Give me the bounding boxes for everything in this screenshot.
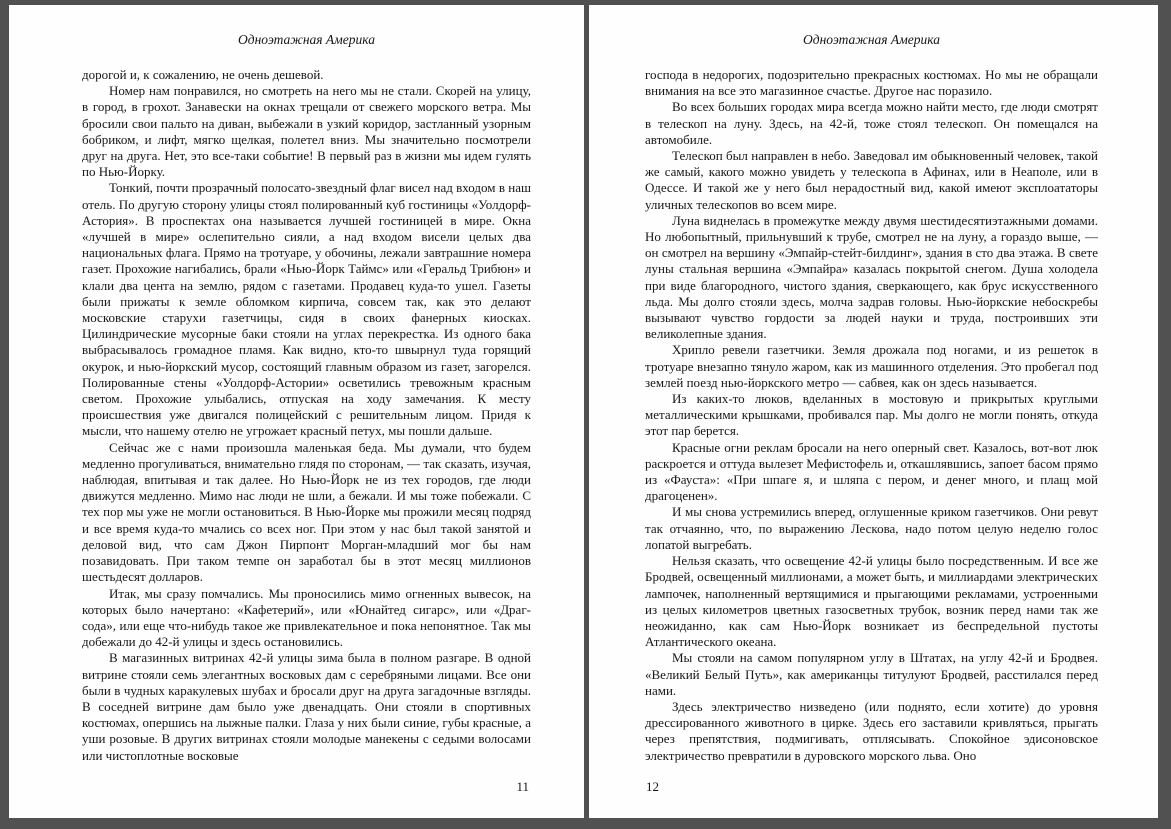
paragraph: Мы стояли на самом популярном углу в Штатах, на углу 42-й и Бродвея. «Великий Белый Путь», как американцы титулуют Бродвей, расстилался перед нами. bbox=[645, 650, 1098, 698]
paragraph: Луна виднелась в промежутке между двумя шестидесятиэтажными домами. Но любопытный, прильнувший к трубе, смотрел не на луну, а гораздо выше, — он смотрел на вершину «Эмпайр-стейт-билдинг», здания в сто два этажа. В свете луны стальная вершина «Эмпайра» казалась покрытой снегом. Душа холодела при виде благородного, чистого здания, сверкающего, как брус искусственного льда. Мы долго стояли здесь, молча задрав головы. Нью-йоркские небоскребы вызывают чувство гордости за людей науки и труда, построивших эти великолепные здания. bbox=[645, 212, 1098, 342]
paragraph: Красные огни реклам бросали на него оперный свет. Казалось, вот-вот люк раскроется и оттуда вылезет Мефистофель и, откашлявшись, запоет басом прямо из «Фауста»: «При шпаге я, и шляпа с пером, и денег много, и плащ мой драгоценен». bbox=[645, 439, 1098, 504]
running-title-right: Одноэтажная Америка bbox=[802, 32, 941, 47]
paragraph: дорогой и, к сожалению, не очень дешевой. bbox=[82, 67, 324, 82]
paragraph: Сейчас же с нами произошла маленькая беда. Мы думали, что будем медленно прогуливаться, внимательно глядя по сторонам, — так сказать, изучая, наблюдая, впитывая и так далее. Но Нью-Йорк не из тех городов, где люди движутся медленно. Мимо нас люди не шли, а бежали. И мы тоже побежали. С тех пор мы уже не могли остановиться. В Нью-Йорке мы прожили месяц подряд и все время куда-то мчались со всех ног. При этом у нас был такой занятой и деловой вид, что сам Джон Пирпонт Морган-младший мог бы нам позавидовать. При таком темпе он заработал бы в этот месяц миллионов шестьдесят долларов. bbox=[82, 439, 531, 585]
paragraph: Номер нам понравился, но смотреть на него мы не стали. Скорей на улицу, в город, в грохот. Занавески на окнах трещали от свежего морского ветра. Мы бросили свои пальто на диван, выбежали в узкий коридор, застланный узорным бобриком, и лифт, мягко щелкая, полетел вниз. Мы значительно посмотрели друг на друга. Нет, это все-таки событие! В первый раз в жизни мы идем гулять по Нью-Йорку. bbox=[82, 83, 531, 180]
page-number-right: 12 bbox=[646, 779, 659, 794]
page-left-body bbox=[82, 67, 531, 764]
page-right-body bbox=[645, 67, 1098, 764]
paragraph: Хрипло ревели газетчики. Земля дрожала под ногами, и из решеток в тротуаре внезапно тянуло жаром, как из машинного отделения. Это пробегал под землей поезд нью-йоркского метро — сабвея, как он здесь называется. bbox=[645, 342, 1098, 390]
paragraph: В магазинных витринах 42-й улицы зима была в полном разгаре. В одной витрине стояли семь элегантных восковых дам с серебряными лицами. Все они были в чудных каракулевых шубах и бросали друг на друга загадочные взгляды. В соседней витрине дам было уже двенадцать. Они стояли в спортивных костюмах, опершись на лыжные палки. Глаза у них были синие, губы красные, а уши розовые. В других витринах стояли молодые манекены с седыми волосами или чистоплотные восковые bbox=[82, 650, 531, 763]
paragraph: Телескоп был направлен в небо. Заведовал им обыкновенный человек, такой же самый, какого можно увидеть у телескопа в Афинах, или в Неаполе, или в Одессе. И такой же у него был нерадостный вид, какой имеют эксплоататоры уличных телескопов во всем мире. bbox=[645, 148, 1098, 212]
running-title-left: Одноэтажная Америка bbox=[237, 32, 376, 47]
paragraph: господа в недорогих, подозрительно прекрасных костюмах. Но мы не обращали внимания на все это магазинное счастье. Другое нас поразило. bbox=[645, 67, 1098, 99]
paragraph: Итак, мы сразу помчались. Мы проносились мимо огненных вывесок, на которых было начертано: «Кафетерий», или «Юнайтед сигарс», или «Драг-сода», или еще что-нибудь такое же привлекательное и пока непонятное. Так мы добежали до 42-й улицы и здесь остановились. bbox=[82, 585, 531, 650]
paragraph: Тонкий, почти прозрачный полосато-звездный флаг висел над входом в наш отель. По другую сторону улицы стоял полированный куб гостиницы «Уолдорф-Астория». В проспектах она называется лучшей гостиницей в мире. Окна «лучшей в мире» ослепительно сияли, а над входом висели целых два национальных флага. Прямо на тротуаре, у обочины, лежали завтрашние номера газет. Прохожие нагибались, брали «Нью-Йорк Таймс» или «Геральд Трибюн» и клали два цента на землю, рядом с газетами. Продавец куда-то ушел. Газеты были прижаты к земле обломком кирпича, совсем так, как это делают московские старухи газетчицы, сидя в своих фанерных киосках. Цилиндрические мусорные баки стояли на углах перекрестка. Из одного бака выбрасывалось громадное пламя. Как видно, кто-то швырнул туда горящий окурок, и нью-йоркский мусор, состоящий главным образом из газет, загорелся. Полированные стены «Уолдорф-Астории» осветились тревожным красным светом. Прохожие улыбались, отпуская на ходу замечания. К месту происшествия уже двигался полицейский с решительным лицом. Придя к мысли, что нашему отелю не угрожает красный петух, мы пошли дальше. bbox=[82, 180, 531, 439]
page-right bbox=[589, 5, 1158, 818]
paragraph: Из каких-то люков, вделанных в мостовую и прикрытых круглыми металлическими крышками, пробивался пар. Мы долго не могли понять, откуда этот пар берется. bbox=[645, 391, 1098, 439]
page-number-left: 11 bbox=[516, 779, 529, 794]
page-left bbox=[9, 5, 584, 818]
paragraph: И мы снова устремились вперед, оглушенные криком газетчиков. Они ревут так отчаянно, что, по выражению Лескова, надо потом целую неделю голос лопатой выгребать. bbox=[645, 504, 1098, 552]
paragraph: Здесь электричество низведено (или поднято, если хотите) до уровня дрессированного животного в цирке. Здесь его заставили кривляться, прыгать через препятствия, подмигивать, отплясывать. Спокойное эдисоновское электричество превратили в дуровского морского льва. Оно bbox=[645, 698, 1098, 763]
book-page-spread bbox=[9, 5, 1158, 818]
paragraph: Нельзя сказать, что освещение 42-й улицы было посредственным. И все же Бродвей, освещенный миллионами, а может быть, и миллиардами электрических лампочек, наполненный вертящимися и прыгающими рекламами, устроенными из целых километров цветных газосветных трубок, возник перед нами так же неожиданно, как сам Нью-Йорк возникает из беспредельной пустоты Атлантического океана. bbox=[645, 553, 1098, 650]
paragraph: Во всех больших городах мира всегда можно найти место, где люди смотрят в телескоп на луну. Здесь, на 42-й, тоже стоял телескоп. Он помещался на автомобиле. bbox=[645, 99, 1098, 147]
